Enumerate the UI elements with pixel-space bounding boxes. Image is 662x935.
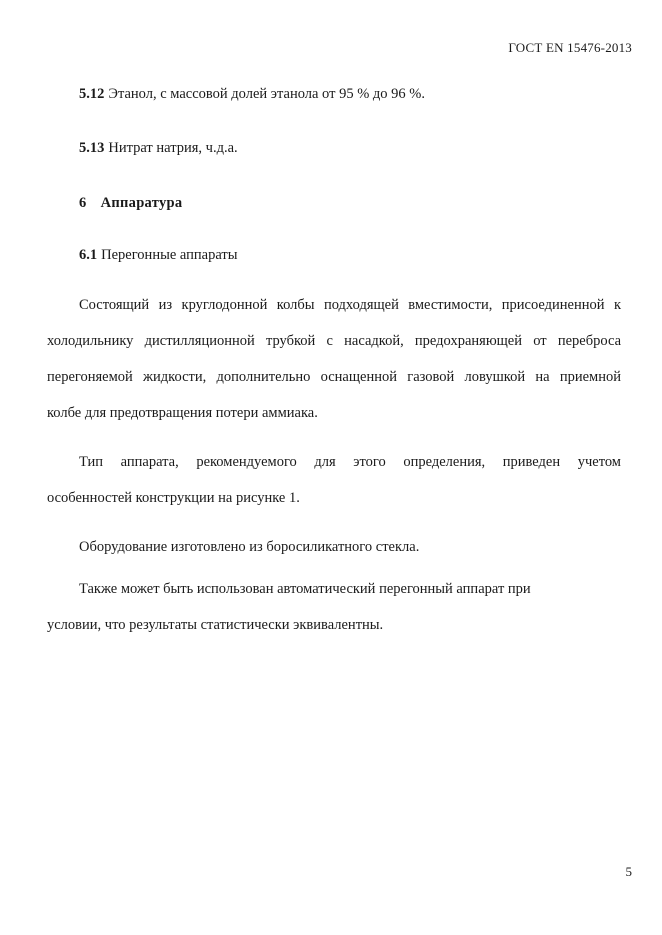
item-number: 5.12 (79, 86, 105, 102)
item-text: Нитрат натрия, ч.д.а. (108, 140, 238, 156)
page-number: 5 (625, 864, 632, 879)
paragraph-apparatus-type (47, 444, 621, 516)
standard-designation: ГОСТ EN 15476-2013 (508, 40, 632, 55)
section-title: Аппаратура (100, 195, 183, 211)
subsection-6-1 (79, 247, 237, 264)
paragraph-apparatus-description (47, 287, 621, 431)
subsection-title: Перегонные аппараты (101, 247, 238, 263)
paragraph-line: перегоняемой жидкости, дополнительно оснащенной газовой ловушкой на приемной (47, 369, 621, 385)
subsection-number: 6.1 (79, 247, 98, 263)
paragraph-line: особенностей конструкции на рисунке 1. (47, 490, 300, 506)
section-number: 6 (79, 195, 87, 211)
paragraph-line: колбе для предотвращения потери аммиака. (47, 405, 318, 421)
paragraph-line: Состоящий из круглодонной колбы подходящей вместимости, присоединенной к (79, 297, 621, 313)
item-5-12 (79, 86, 425, 103)
item-text: Этанол, с массовой долей этанола от 95 % до 96 %. (108, 86, 425, 102)
item-number: 5.13 (79, 140, 105, 156)
paragraph-line: Оборудование изготовлено из боросиликатного стекла. (79, 539, 420, 555)
section-heading (79, 195, 182, 212)
paragraph-line: Тип аппарата, рекомендуемого для этого определения, приведен учетом (79, 454, 621, 470)
paragraph-automatic-apparatus (47, 571, 621, 643)
paragraph-line: условии, что результаты статистически эквивалентны. (47, 617, 384, 633)
paragraph-line: Также может быть использован автоматический перегонный аппарат при (79, 581, 531, 597)
paragraph-line: холодильнику дистилляционной трубкой с насадкой, предохраняющей от переброса (47, 333, 621, 349)
paragraph-glass-material (47, 529, 621, 565)
item-5-13 (79, 140, 238, 157)
